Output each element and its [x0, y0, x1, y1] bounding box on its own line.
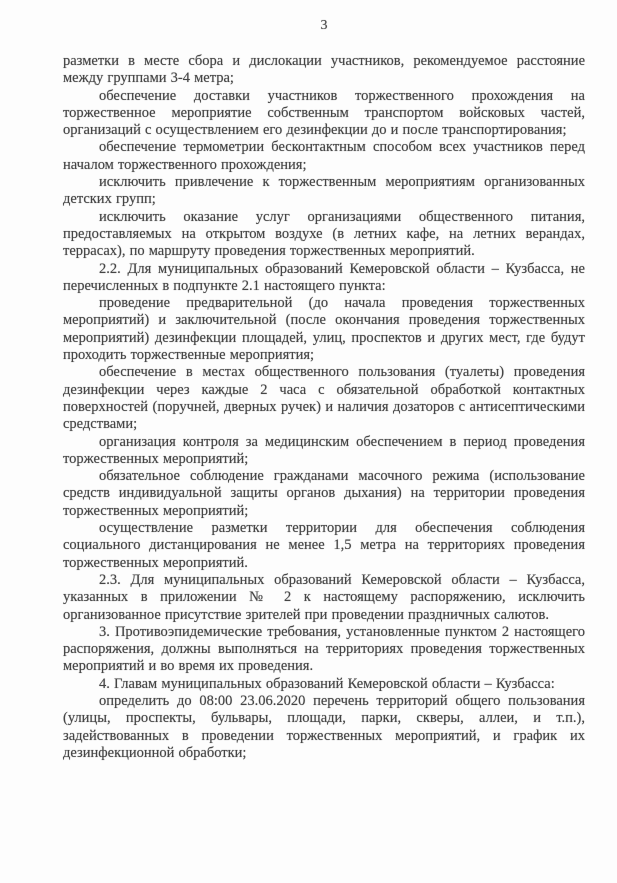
- text-block: [63, 18, 585, 762]
- paragraph: обязательное соблюдение гражданами масочного режима (использование средств индивидуальной защиты органов дыхания) на территории проведения торжественных мероприятий;: [63, 468, 585, 519]
- paragraph: обеспечение в местах общественного пользования (туалеты) проведения дезинфекции через каждые 2 часа с обязательной обработкой контактных поверхностей (поручней, дверных ручек) и наличия дозаторов с антисептическими средствами;: [63, 364, 585, 433]
- paragraph: обеспечение доставки участников торжественного прохождения на торжественное мероприятие собственным транспортом войсковых частей, организаций с осуществлением его дезинфекции до и после транспортирования;: [63, 87, 585, 139]
- document-body: [63, 53, 585, 762]
- paragraph: 3. Противоэпидемические требования, установленные пунктом 2 настоящего распоряжения, должны выполняться на территориях проведения торжественных мероприятий и во время их проведения.: [63, 623, 585, 675]
- paragraph: проведение предварительной (до начала проведения торжественных мероприятий) и заключительной (после окончания проведения торжественных мероприятий) дезинфекции площадей, улиц, проспектов и других мест, где будут проходить торжественные мероприятия;: [63, 295, 585, 364]
- page-number: 3: [320, 18, 328, 33]
- paragraph: исключить привлечение к торжественным мероприятиям организованных детских групп;: [63, 174, 585, 208]
- paragraph: 2.2. Для муниципальных образований Кемеровской области – Кузбасса, не перечисленных в подпункте 2.1 настоящего пункта:: [63, 260, 585, 294]
- paragraph: 2.3. Для муниципальных образований Кемеровской области – Кузбасса, указанных в приложении № 2 к настоящему распоряжению, исключить организованное присутствие зрителей при проведении праздничных салютов.: [63, 571, 585, 623]
- paragraph: исключить оказание услуг организациями общественного питания, предоставляемых на открытом воздухе (в летних кафе, на летних верандах, террасах), по маршруту проведения торжественных мероприятий.: [63, 208, 585, 260]
- paragraph: организация контроля за медицинским обеспечением в период проведения торжественных мероприятий;: [63, 433, 585, 467]
- paragraph: определить до 08:00 23.06.2020 перечень территорий общего пользования (улицы, проспекты, бульвары, площади, парки, скверы, аллеи, и т.п.), задействованных в проведении торжественных мероприятий, и график их дезинфекционной обработки;: [63, 692, 585, 761]
- paragraph: осуществление разметки территории для обеспечения соблюдения социального дистанцирования не менее 1,5 метра на территориях проведения торжественных мероприятий.: [63, 520, 585, 571]
- paragraph: разметки в месте сбора и дислокации участников, рекомендуемое расстояние между группами 3-4 метра;: [63, 53, 585, 87]
- paragraph: обеспечение термометрии бесконтактным способом всех участников перед началом торжественного прохождения;: [63, 139, 585, 173]
- paragraph: 4. Главам муниципальных образований Кемеровской области – Кузбасса:: [99, 675, 555, 692]
